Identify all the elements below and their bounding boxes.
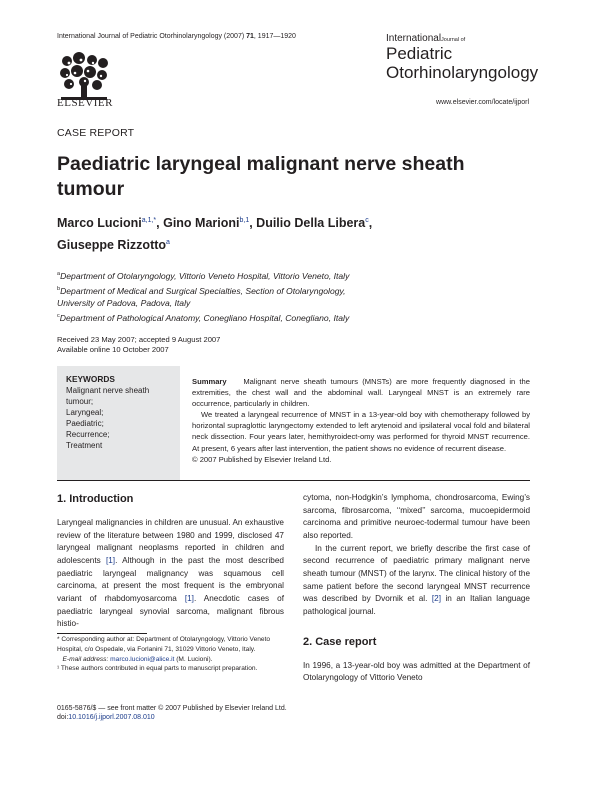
author-affiliation-ref[interactable]: a: [166, 239, 170, 247]
affiliations: [57, 268, 527, 325]
journal-brand-line2: Otorhinolaryngology: [386, 63, 539, 82]
footnote-equal-contribution: ¹ These authors contributed in equal parts to manuscript preparation.: [57, 665, 258, 673]
received-date: Received 23 May 2007; accepted 9 August 2007: [57, 335, 221, 344]
footnote-divider: [57, 633, 147, 634]
body-column-right: [303, 492, 530, 685]
author-name: Gino Marioni: [163, 216, 240, 231]
keyword: Laryngeal;: [66, 408, 104, 418]
author-affiliation-ref[interactable]: b,1: [239, 217, 250, 224]
doi-link[interactable]: 10.1016/j.ijporl.2007.08.010: [68, 714, 155, 721]
article-title: Paediatric laryngeal malignant nerve sheath tumour: [57, 153, 465, 200]
email-link[interactable]: marco.lucioni@alice.it: [110, 655, 175, 663]
affiliation: $^c$Department of Pathological Anatomy, Conegliano Hospital, Conegliano, Italy: [57, 312, 350, 323]
body-paragraph: In 1996, a 13-year-old boy was admitted at the Department of Otolaryngology of Vittorio Veneto: [303, 660, 530, 683]
publisher-name: ELSEVIER: [57, 97, 113, 109]
affiliation: $^a$Department of Otolaryngology, Vittorio Veneto Hospital, Vittorio Veneto, Italy: [57, 270, 350, 281]
abstract-text: [192, 376, 530, 465]
body-paragraph: cytoma, non-Hodgkin’s lymphoma, chondrosarcoma, Ewing’s sarcoma, fibrosarcoma, ‘‘mixed’’ sarcoma, mucoepidermoid carcinoma and primitive neuroec-todermal tumour have been also reported.: [303, 493, 530, 540]
issn-line: 0165-5876/$ — see front matter © 2007 Published by Elsevier Ireland Ltd.: [57, 705, 287, 712]
article-type: CASE REPORT: [57, 127, 135, 139]
author-affiliation-ref[interactable]: a,1,*: [141, 217, 157, 224]
divider: [57, 480, 530, 481]
journal-brand-small: InternationalJournal of: [386, 33, 466, 44]
keyword: Paediatric;: [66, 419, 104, 429]
abstract-copyright: © 2007 Published by Elsevier Ireland Ltd.: [192, 454, 332, 464]
footnote-email: E-mail address: marco.lucioni@alice.it (M. Lucioni).: [62, 655, 213, 663]
keywords-list: [66, 385, 178, 452]
footnotes: [57, 635, 284, 674]
citation-link[interactable]: [2]: [431, 594, 441, 604]
body-paragraph: In the current report, we briefly describe the first case of second recurrence of paediatric primary malignant nerve sheath tumour (MNST) of the larynx. The clinical history of the same patient before the second laryngeal MNST recurrence was described by Dvornik et al. [2] in an Italian language pathological journal.: [303, 543, 530, 616]
section-heading-case-report: 2. Case report: [303, 635, 377, 648]
section-heading-introduction: 1. Introduction: [57, 493, 134, 505]
citation-link[interactable]: [1]: [105, 555, 116, 565]
abstract-label: Summary: [192, 377, 227, 386]
journal-url[interactable]: www.elsevier.com/locate/ijporl: [436, 99, 529, 106]
keyword: Malignant nerve sheath tumour;: [66, 386, 150, 407]
footnote-corresponding: * Corresponding author at: Department of Otolaryngology, Vittorio Veneto Hospital, c/o Ospedale, via Forlanini 71, 31029 Vittorio Veneto, Italy.: [57, 636, 271, 653]
abstract-paragraph: Summary Malignant nerve sheath tumours (MNSTs) are more frequently diagnosed in the extremities, the chest wall and the abdominal wall. Laryngeal MNST is an extremely rare occurrence, particularly in children.: [192, 377, 530, 409]
keywords-heading: KEYWORDS: [66, 374, 115, 384]
affiliation: $^b$Department of Medical and Surgical Specialties, Section of Otolaryngology,: [57, 285, 346, 296]
journal-brand-line1: Pediatric: [386, 44, 453, 63]
journal-citation: International Journal of Pediatric Otorhinolaryngology (2007) 71, 1917—1920: [57, 33, 296, 40]
keywords-panel: [57, 366, 180, 480]
keyword: Recurrence;: [66, 430, 110, 440]
author-name: Marco Lucioni: [57, 216, 142, 231]
author-list: Marco Lucioni$^{a,1,*}$, Gino Marioni$^{b,1}$, Duilio Della Libera$^c$, Giuseppe Rizzotto$^a$: [57, 216, 373, 253]
abstract-box: [57, 366, 530, 480]
body-paragraph: Laryngeal malignancies in children are unusual. An exhaustive review of the literature between 1980 and 1999, disclosed 47 laryngeal malignant neoplasms reported in children and adolescents [1]. Although in the past the most described paediatric laryngeal malignancy was squamous cell carcinoma, at present the most frequent is the embryonal variant of rhabdomyosarcoma [1]. Anecdotic cases of paediatric laryngeal synovial sarcoma, malignant fibrous histio-: [57, 518, 284, 629]
body-column-left: [57, 492, 284, 631]
doi-line: doi:10.1016/j.ijporl.2007.08.010: [57, 714, 155, 721]
author-affiliation-ref[interactable]: c: [365, 217, 369, 224]
keyword: Treatment: [66, 441, 103, 451]
article-dates: [57, 335, 220, 355]
affiliation: University of Padova, Padova, Italy: [57, 298, 191, 309]
citation-link[interactable]: [1]: [184, 593, 194, 603]
author-name: Giuseppe Rizzotto: [57, 238, 167, 253]
author-name: Duilio Della Libera: [256, 216, 366, 231]
abstract-paragraph: We treated a laryngeal recurrence of MNST in a 13-year-old boy with chemotherapy followed by horizontal supraglottic laryngectomy extended to left arytenoid and ipsilateral vocal fold and bilateral neck dissection. Four years later, hemithyroidect-omy was performed for thyroid MNST recurrence. At present, 6 years after last intervention, the patient shows no evidence of recurrent disease.: [192, 410, 530, 453]
front-matter: [57, 704, 287, 722]
online-date: Available online 10 October 2007: [57, 345, 169, 354]
